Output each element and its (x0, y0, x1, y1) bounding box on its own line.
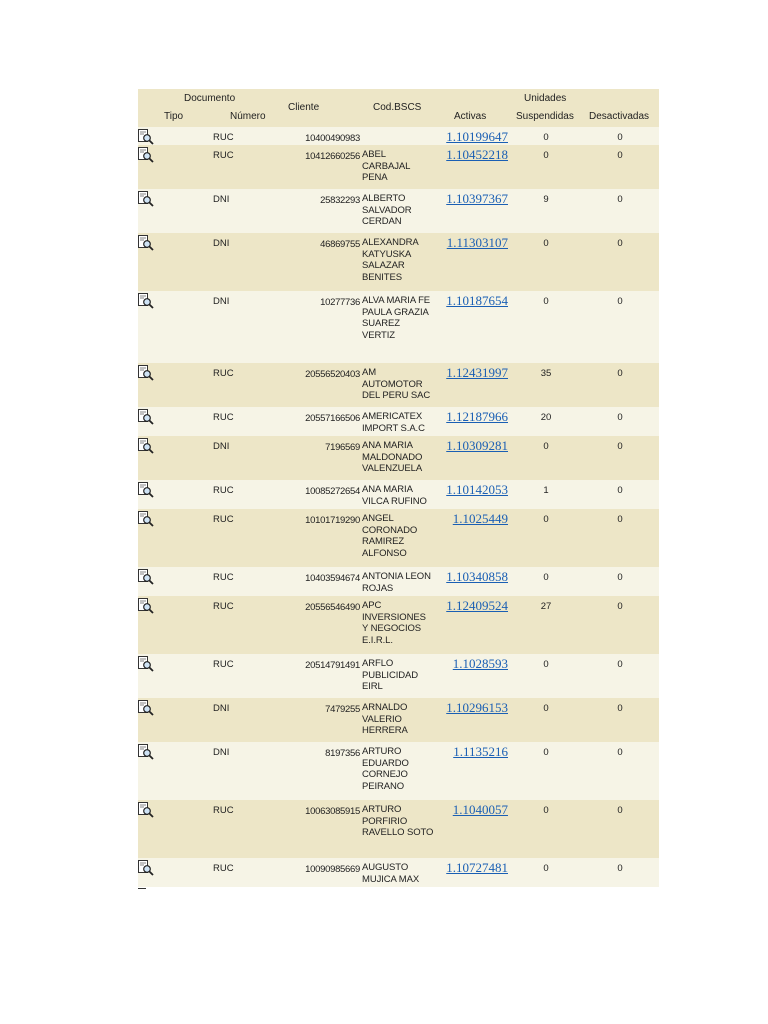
table-row (138, 858, 659, 887)
cell-cliente: AUGUSTO MUJICA MAX (362, 862, 420, 885)
cell-desactivadas: 0 (617, 863, 623, 874)
cod-bscs-link[interactable]: 1.12431997 (446, 365, 508, 380)
cell-suspendidas: 0 (543, 805, 549, 816)
cell-cliente: ARNALDO VALERIO HERRERA (362, 702, 408, 737)
table-row (138, 800, 659, 858)
cell-numero: 8197356 (325, 748, 360, 759)
magnifier-doc-icon[interactable] (138, 482, 155, 498)
magnifier-doc-icon[interactable] (138, 860, 155, 876)
cell-numero: 20514791491 (305, 660, 360, 671)
cell-cliente: ARTURO PORFIRIO RAVELLO SOTO (362, 804, 434, 839)
table-row (138, 509, 659, 567)
cell-desactivadas: 0 (617, 572, 623, 583)
cell-desactivadas: 0 (617, 368, 623, 379)
header-desactivadas: Desactivadas (589, 111, 650, 122)
header-unidades: Unidades (524, 93, 567, 104)
cell-desactivadas: 0 (617, 194, 623, 205)
cell-numero: 10277736 (320, 297, 360, 308)
cell-desactivadas: 0 (617, 150, 623, 161)
table-end-mark (138, 888, 146, 889)
magnifier-doc-icon[interactable] (138, 365, 155, 381)
cell-numero: 10090985669 (305, 864, 360, 875)
cod-bscs-link[interactable]: 1.11303107 (446, 235, 508, 250)
table-header (138, 89, 659, 127)
cell-desactivadas: 0 (617, 441, 623, 452)
cell-tipo: RUC (213, 601, 234, 612)
table-row (138, 596, 659, 654)
table-row (138, 742, 659, 800)
cod-bscs-link[interactable]: 1.10340858 (446, 569, 508, 584)
cell-desactivadas: 0 (617, 805, 623, 816)
cell-numero: 10101719290 (305, 515, 360, 526)
cod-bscs-link[interactable]: 1.12187966 (446, 409, 508, 424)
cell-numero: 10085272654 (305, 486, 360, 497)
cell-suspendidas: 0 (543, 703, 549, 714)
cod-bscs-link[interactable]: 1.10309281 (446, 438, 508, 453)
cell-tipo: RUC (213, 805, 234, 816)
cell-tipo: RUC (213, 412, 234, 423)
cell-numero: 7196569 (325, 442, 360, 453)
cell-tipo: DNI (213, 194, 230, 205)
cell-suspendidas: 0 (543, 150, 549, 161)
cell-tipo: RUC (213, 863, 234, 874)
cell-tipo: RUC (213, 572, 234, 583)
cell-cliente: ANA MARIA MALDONADO VALENZUELA (362, 440, 423, 475)
cell-numero: 46869755 (320, 239, 360, 250)
header-numero: Número (230, 111, 266, 122)
table-row (138, 407, 659, 436)
table-row (138, 363, 659, 407)
table-row (138, 480, 659, 509)
cell-tipo: DNI (213, 747, 230, 758)
cod-bscs-link[interactable]: 1.10142053 (446, 482, 508, 497)
cell-suspendidas: 0 (543, 296, 549, 307)
cod-bscs-link[interactable]: 1.1028593 (452, 656, 508, 671)
table-row (138, 233, 659, 291)
cell-suspendidas: 0 (543, 238, 549, 249)
cell-cliente: ANGEL CORONADO RAMIREZ ALFONSO (362, 513, 418, 559)
magnifier-doc-icon[interactable] (138, 511, 155, 527)
cell-tipo: DNI (213, 703, 230, 714)
magnifier-doc-icon[interactable] (138, 598, 155, 614)
cell-suspendidas: 0 (543, 514, 549, 525)
header-tipo: Tipo (164, 111, 184, 122)
cod-bscs-link[interactable]: 1.10296153 (446, 700, 508, 715)
cell-numero: 20557166506 (305, 413, 360, 424)
table-row (138, 189, 659, 233)
cell-desactivadas: 0 (617, 514, 623, 525)
clients-table (138, 89, 659, 887)
table-row (138, 567, 659, 596)
header-suspendidas: Suspendidas (516, 111, 574, 122)
cell-desactivadas: 0 (617, 601, 623, 612)
cell-suspendidas: 1 (543, 485, 549, 496)
header-cliente: Cliente (288, 102, 320, 113)
cod-bscs-link[interactable]: 1.12409524 (446, 598, 508, 613)
cell-tipo: DNI (213, 296, 230, 307)
table-row (138, 127, 659, 145)
cell-suspendidas: 9 (543, 194, 549, 205)
cell-numero: 7479255 (325, 704, 360, 715)
header-documento: Documento (184, 93, 236, 104)
magnifier-doc-icon[interactable] (138, 129, 155, 145)
cell-suspendidas: 0 (543, 441, 549, 452)
table-row (138, 698, 659, 742)
cod-bscs-link[interactable]: 1.1025449 (452, 511, 508, 526)
cell-desactivadas: 0 (617, 659, 623, 670)
magnifier-doc-icon[interactable] (138, 409, 155, 425)
cod-bscs-link[interactable]: 1.10452218 (446, 147, 508, 162)
cod-bscs-link[interactable]: 1.10727481 (446, 860, 508, 875)
cod-bscs-link[interactable]: 1.1040057 (452, 802, 508, 817)
cell-suspendidas: 0 (543, 863, 549, 874)
cell-cliente: ANTONIA LEON ROJAS (362, 571, 431, 594)
cell-desactivadas: 0 (617, 132, 623, 143)
table-row (138, 291, 659, 363)
cell-numero: 10063085915 (305, 806, 360, 817)
magnifier-doc-icon[interactable] (138, 147, 155, 163)
cell-suspendidas: 20 (540, 412, 552, 423)
table-row (138, 436, 659, 480)
magnifier-doc-icon[interactable] (138, 744, 155, 760)
cell-desactivadas: 0 (617, 485, 623, 496)
table-row (138, 145, 659, 189)
cell-tipo: DNI (213, 441, 230, 452)
cell-cliente: ABEL CARBAJAL PENA (362, 149, 410, 184)
cod-bscs-link[interactable]: 1.1135216 (453, 744, 508, 759)
magnifier-doc-icon[interactable] (138, 700, 155, 716)
cell-desactivadas: 0 (617, 747, 623, 758)
cell-cliente: ARFLO PUBLICIDAD EIRL (362, 658, 419, 693)
cell-suspendidas: 27 (540, 601, 552, 612)
magnifier-doc-icon[interactable] (138, 235, 155, 251)
cell-suspendidas: 35 (540, 368, 552, 379)
cell-numero: 20556546490 (305, 602, 360, 613)
magnifier-doc-icon[interactable] (138, 293, 155, 309)
magnifier-doc-icon[interactable] (138, 802, 155, 818)
cell-tipo: RUC (213, 150, 234, 161)
cell-suspendidas: 0 (543, 659, 549, 670)
cell-cliente: ALEXANDRA KATYUSKA SALAZAR BENITES (362, 237, 419, 283)
cell-numero: 20556520403 (305, 369, 360, 380)
cod-bscs-link[interactable]: 1.10397367 (446, 191, 508, 206)
cod-bscs-link[interactable]: 1.10187654 (446, 293, 508, 308)
cell-cliente: ARTURO EDUARDO CORNEJO PEIRANO (362, 746, 409, 792)
cell-tipo: RUC (213, 132, 234, 143)
magnifier-doc-icon[interactable] (138, 569, 155, 585)
cell-desactivadas: 0 (617, 703, 623, 714)
cell-tipo: DNI (213, 238, 230, 249)
cell-cliente: AMERICATEX IMPORT S.A.C (362, 411, 425, 434)
cell-cliente: ANA MARIA VILCA RUFINO (362, 484, 427, 507)
cell-desactivadas: 0 (617, 412, 623, 423)
cell-cliente: ALVA MARIA FE PAULA GRAZIA SUAREZ VERTIZ (362, 295, 431, 341)
cell-cliente: ALBERTO SALVADOR CERDAN (362, 193, 412, 228)
cell-suspendidas: 0 (543, 132, 549, 143)
cell-tipo: RUC (213, 368, 234, 379)
header-cod-bscs: Cod.BSCS (373, 102, 422, 113)
magnifier-doc-icon[interactable] (138, 438, 155, 454)
cell-numero: 10412660256 (305, 151, 360, 162)
cod-bscs-link[interactable]: 1.10199647 (446, 129, 508, 144)
cell-tipo: RUC (213, 514, 234, 525)
cell-tipo: RUC (213, 659, 234, 670)
header-activas: Activas (454, 111, 487, 122)
table-row (138, 654, 659, 698)
cell-desactivadas: 0 (617, 296, 623, 307)
cell-desactivadas: 0 (617, 238, 623, 249)
cell-cliente: AM AUTOMOTOR DEL PERU SAC (362, 367, 431, 402)
table-body (138, 127, 659, 887)
cell-cliente: APC INVERSIONES Y NEGOCIOS E.I.R.L. (362, 600, 426, 646)
cell-numero: 10400490983 (305, 133, 360, 144)
cell-suspendidas: 0 (543, 747, 549, 758)
magnifier-doc-icon[interactable] (138, 656, 155, 672)
cell-tipo: RUC (213, 485, 234, 496)
cell-suspendidas: 0 (543, 572, 549, 583)
cell-numero: 10403594674 (305, 573, 360, 584)
magnifier-doc-icon[interactable] (138, 191, 155, 207)
cell-numero: 25832293 (320, 195, 360, 206)
